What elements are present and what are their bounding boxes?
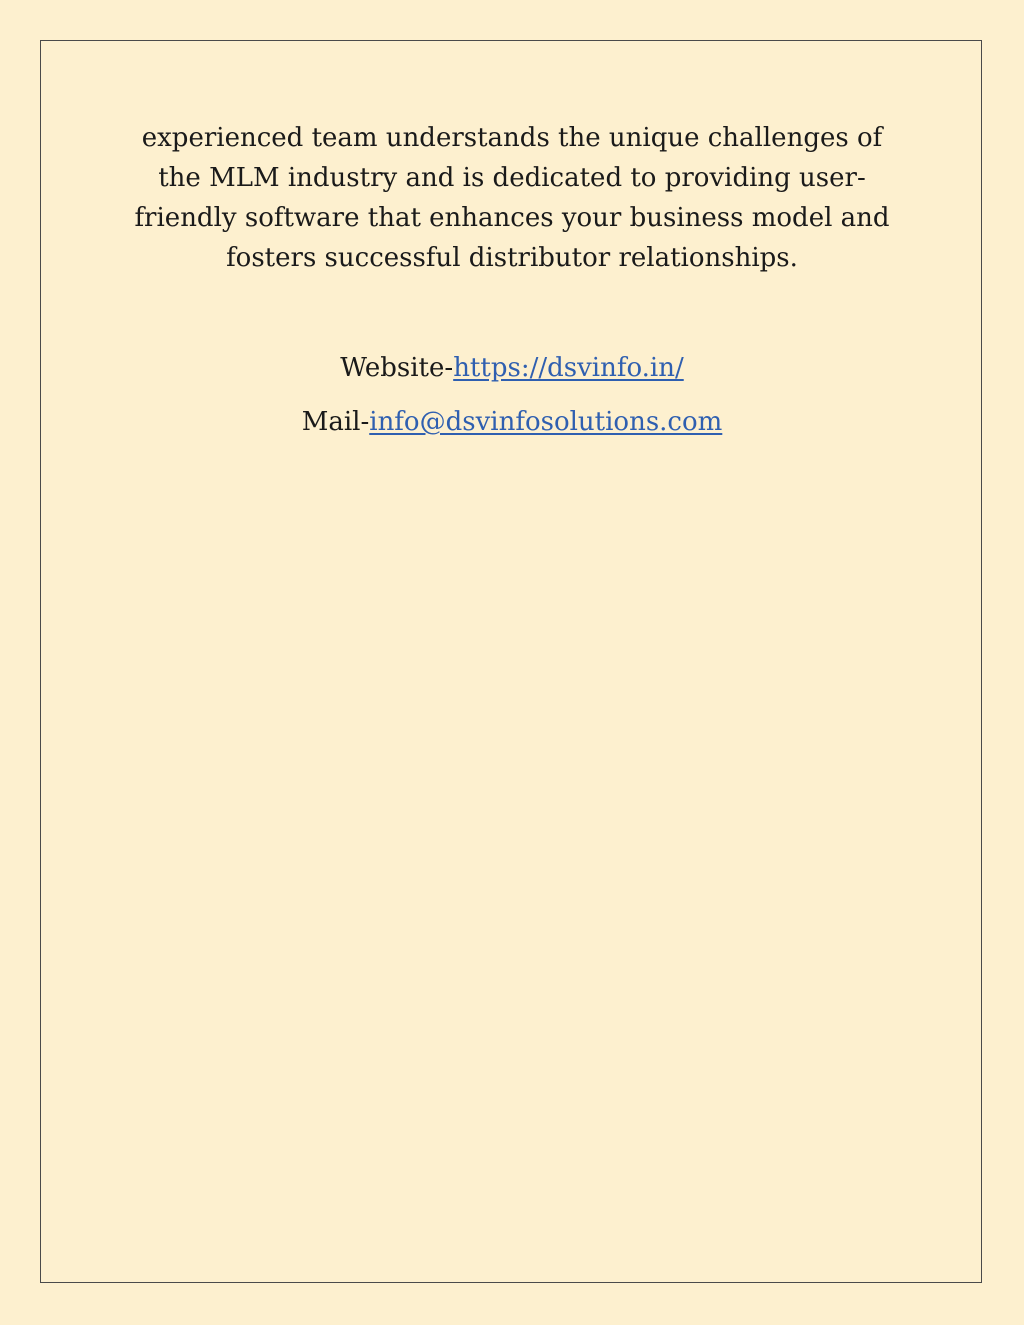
email-link[interactable]: info@dsvinfosolutions.com: [369, 407, 723, 437]
paragraph-line: experienced team understands the unique challenges of: [141, 123, 883, 153]
mail-line: [100, 404, 924, 440]
body-paragraph: [100, 118, 924, 278]
website-line: [100, 350, 924, 386]
mail-label: Mail-: [301, 407, 370, 437]
website-link[interactable]: https://dsvinfo.in/: [453, 353, 684, 383]
website-label: Website-: [340, 353, 454, 383]
paragraph-line: fosters successful distributor relationships.: [226, 243, 798, 273]
paragraph-line: the MLM industry and is dedicated to providing user-: [158, 163, 866, 193]
paragraph-line: friendly software that enhances your business model and: [134, 203, 890, 233]
